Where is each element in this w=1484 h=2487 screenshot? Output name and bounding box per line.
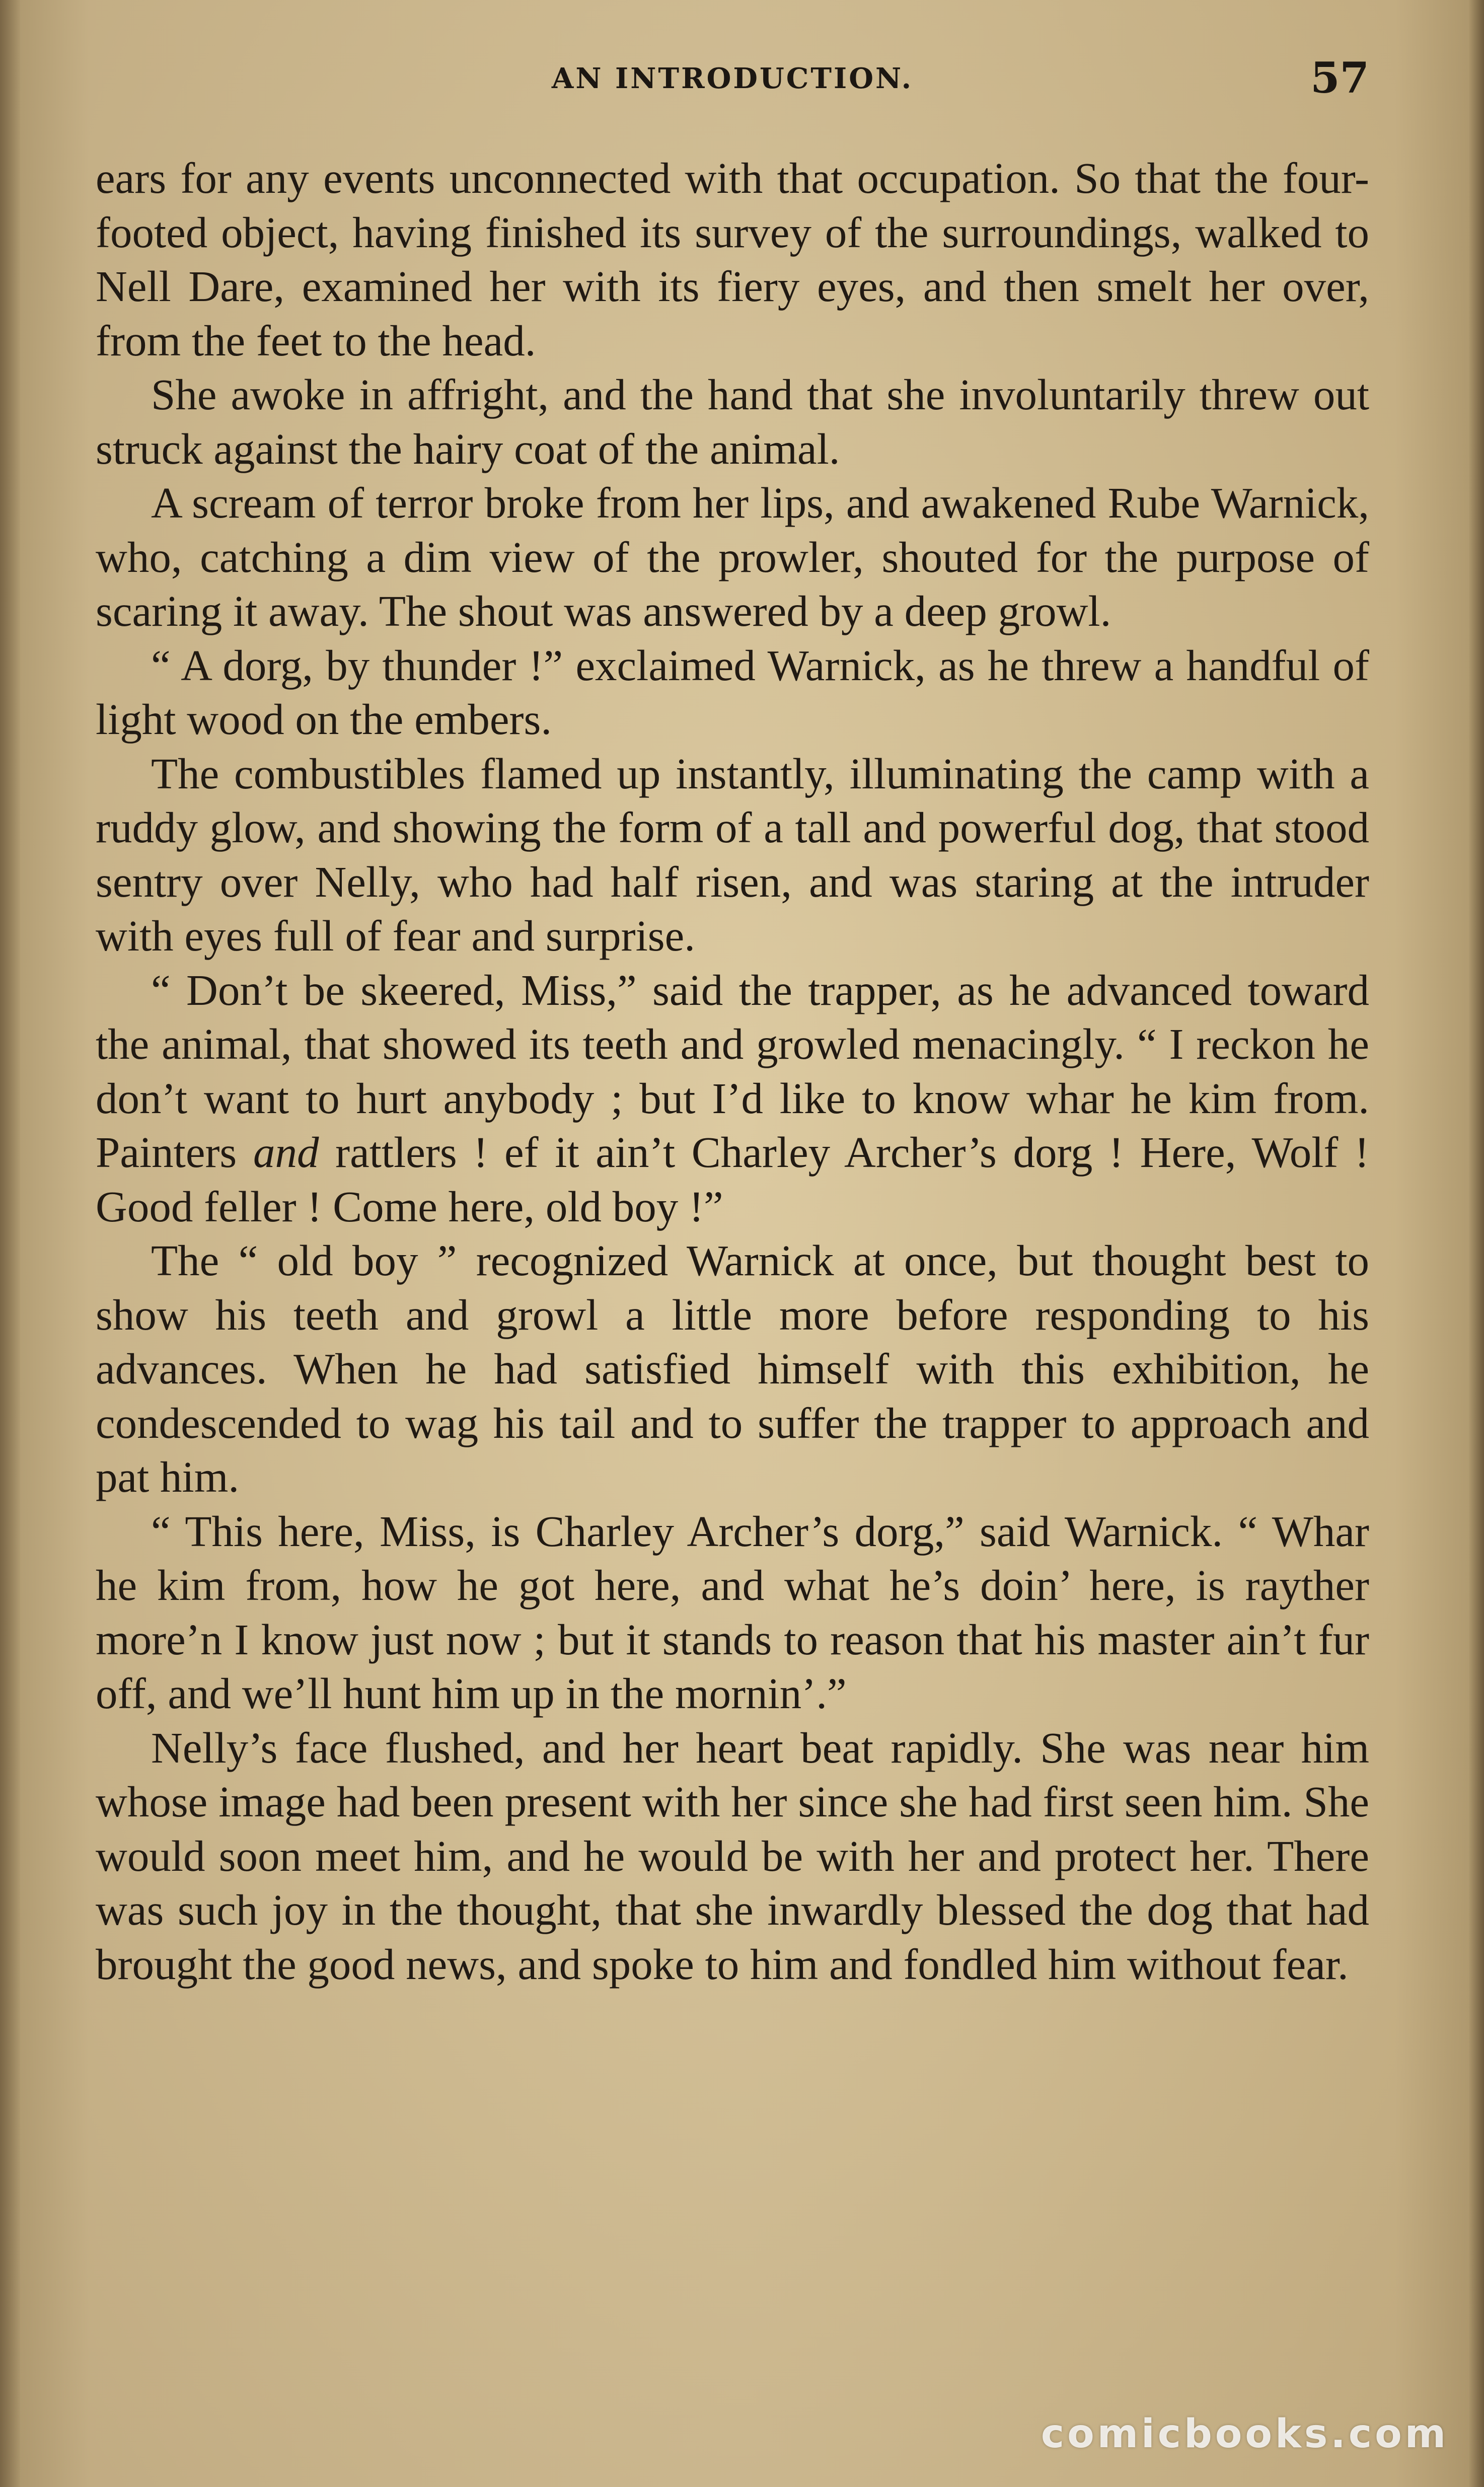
paragraph-text: ears for any events unconnected with that occupation. So that the four-footed object, having finished its survey of the surroundings, walked to Nell Dare, examined her with its fiery eyes, and then smelt her over, from the feet to the head. xyxy=(96,154,1369,365)
paragraph-8 xyxy=(96,1504,1369,1721)
page-edge-right xyxy=(1469,0,1484,2487)
paragraph-text: “ Don’t be skeered, Miss,” said the trapper, as he advanced toward the animal, that showed its teeth and growled menacingly. “ I reckon he don’t want to hurt anybody ; but I’d like to know whar he kim from. Painters xyxy=(96,965,1369,1177)
paragraph-4 xyxy=(96,638,1369,747)
paragraph-5 xyxy=(96,747,1369,963)
watermark: comicbooks.com xyxy=(1041,2411,1449,2457)
paragraph-3 xyxy=(96,476,1369,638)
paragraph-text: She awoke in affright, and the hand that she involuntarily threw out struck against the hairy coat of the animal. xyxy=(96,370,1369,473)
paragraph-text: Nelly’s face flushed, and her heart beat rapidly. She was near him whose image had been present with her since she had first seen him. She would soon meet him, and he would be with her and protect her. There was such joy in the thought, that she inwardly blessed the dog that had brought the good news, and spoke to him and fondled him without fear. xyxy=(96,1723,1369,1989)
paragraph-text: A scream of terror broke from her lips, and awakened Rube Warnick, who, catching a dim view of the prowler, shouted for the purpose of scaring it away. The shout was answered by a deep growl. xyxy=(96,478,1369,635)
paragraph-text: rattlers ! ef it ain’t Charley Archer’s dorg ! Here, Wolf ! Good feller ! Come here, old boy !” xyxy=(96,1128,1369,1231)
paragraph-text: “ This here, Miss, is Charley Archer’s dorg,” said Warnick. “ Whar he kim from, how he got here, and what he’s doin’ here, is rayther more’n I know just now ; but it stands to reason that his master ain’t fur off, and we’ll hunt him up in the mornin’.” xyxy=(96,1506,1369,1718)
paragraph-text: The “ old boy ” recognized Warnick at once, but thought best to show his teeth and growl a little more before responding to his advances. When he had satisfied himself with this exhibition, he condescended to wag his tail and to suffer the trapper to approach and pat him. xyxy=(96,1236,1369,1501)
paragraph-text: The combustibles flamed up instantly, illuminating the camp with a ruddy glow, and showing the form of a tall and powerful dog, that stood sentry over Nelly, who had half risen, and was staring at the intruder with eyes full of fear and surprise. xyxy=(96,749,1369,960)
paragraph-1 xyxy=(96,151,1369,368)
paragraph-2 xyxy=(96,368,1369,476)
body-text xyxy=(96,151,1369,1991)
running-title: AN INTRODUCTION. xyxy=(551,62,914,95)
paragraph-7 xyxy=(96,1233,1369,1504)
paragraph-text: “ A dorg, by thunder !” exclaimed Warnick, as he threw a handful of light wood on the embers. xyxy=(96,640,1369,744)
paragraph-italic-text: and xyxy=(253,1128,319,1177)
page-number: 57 xyxy=(1310,53,1369,103)
paragraph-6 xyxy=(96,963,1369,1234)
page-edge-left xyxy=(0,0,20,2487)
paragraph-9 xyxy=(96,1721,1369,1992)
running-head xyxy=(96,53,1369,108)
